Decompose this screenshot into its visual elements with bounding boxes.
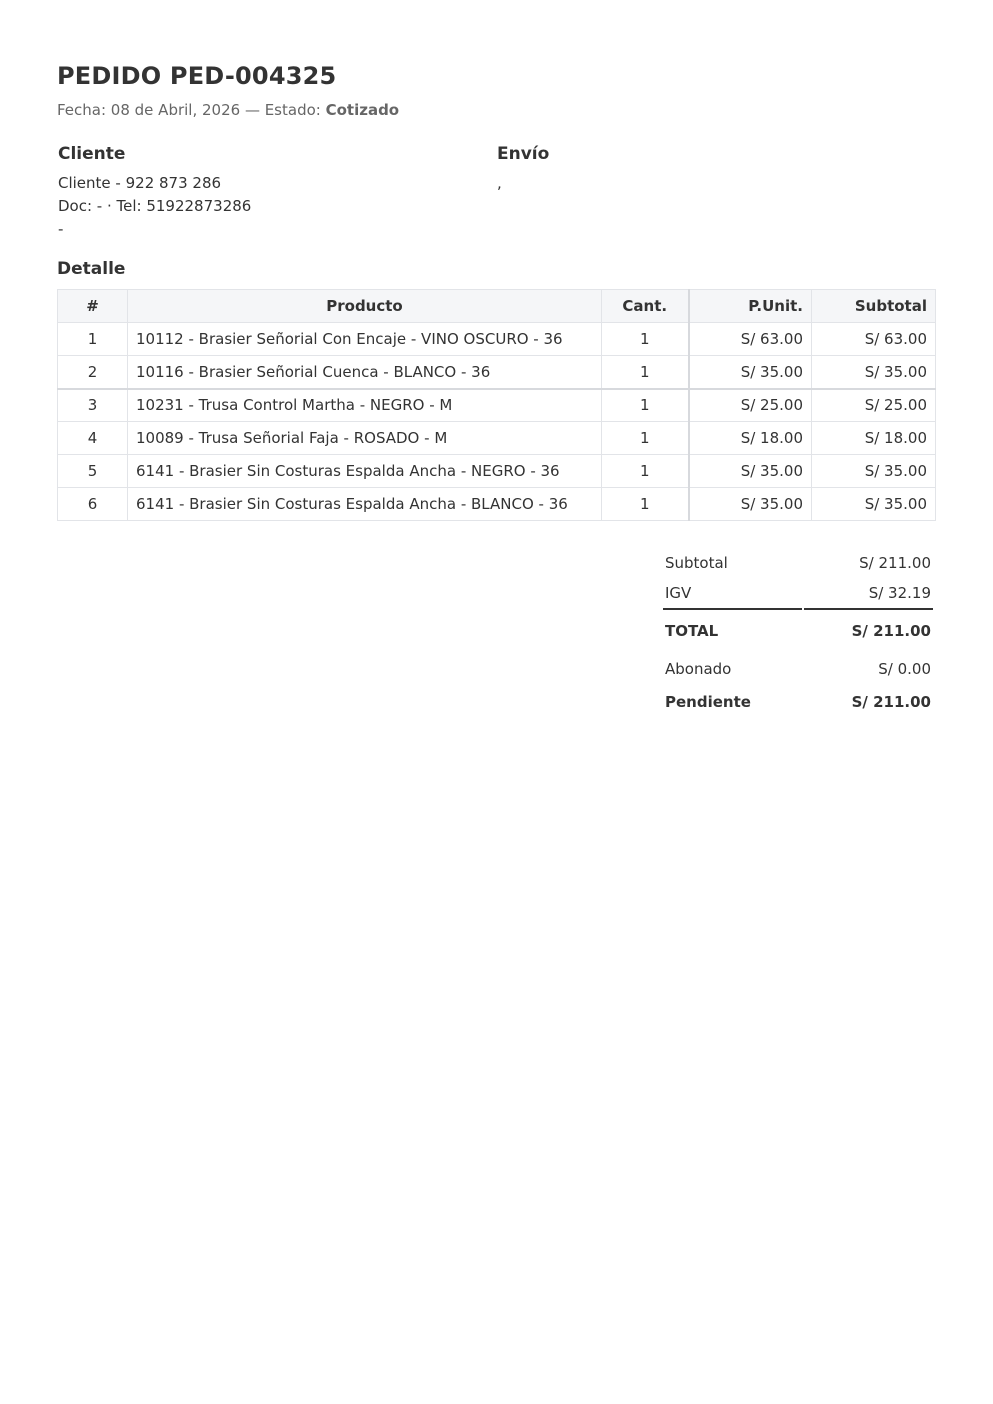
shipping-heading: Envío — [497, 144, 550, 164]
table-row — [58, 455, 936, 488]
total-value: S/ 211.00 — [851, 622, 931, 640]
pending-value: S/ 211.00 — [851, 693, 931, 711]
client-name: Cliente - 922 873 286 — [58, 174, 222, 192]
client-heading: Cliente — [58, 144, 126, 164]
row-unit-price: S/ 35.00 — [689, 488, 812, 521]
row-number: 4 — [58, 422, 128, 455]
row-subtotal: S/ 63.00 — [812, 323, 936, 356]
table-row — [58, 323, 936, 356]
row-number: 3 — [58, 389, 128, 422]
table-row — [58, 488, 936, 521]
table-row — [58, 422, 936, 455]
igv-row — [663, 578, 933, 610]
igv-value: S/ 32.19 — [804, 578, 933, 610]
row-qty: 1 — [602, 422, 689, 455]
order-date: Fecha: 08 de Abril, 2026 — Estado: — [57, 101, 326, 119]
client-doc-phone: Doc: - · Tel: 51922873286 — [58, 197, 252, 215]
row-qty: 1 — [602, 323, 689, 356]
row-qty: 1 — [602, 356, 689, 389]
row-product: 10112 - Brasier Señorial Con Encaje - VINO OSCURO - 36 — [128, 323, 602, 356]
igv-label: IGV — [663, 578, 802, 610]
total-row — [663, 610, 933, 652]
row-unit-price: S/ 25.00 — [689, 389, 812, 422]
row-unit-price: S/ 35.00 — [689, 455, 812, 488]
row-number: 6 — [58, 488, 128, 521]
row-unit-price: S/ 18.00 — [689, 422, 812, 455]
subtotal-label: Subtotal — [665, 554, 728, 572]
row-number: 1 — [58, 323, 128, 356]
row-product: 6141 - Brasier Sin Costuras Espalda Ancha - BLANCO - 36 — [128, 488, 602, 521]
paid-row — [663, 652, 933, 686]
row-subtotal: S/ 35.00 — [812, 455, 936, 488]
table-row — [58, 356, 936, 389]
col-number-header: # — [58, 290, 128, 323]
row-subtotal: S/ 35.00 — [812, 488, 936, 521]
col-subtotal-header: Subtotal — [812, 290, 936, 323]
totals-table — [661, 548, 935, 718]
page-title: PEDIDO PED-004325 — [57, 62, 337, 90]
detail-heading: Detalle — [57, 259, 126, 279]
row-subtotal: S/ 25.00 — [812, 389, 936, 422]
paid-value: S/ 0.00 — [878, 660, 931, 678]
row-qty: 1 — [602, 455, 689, 488]
paid-label: Abonado — [665, 660, 732, 678]
pending-label: Pendiente — [665, 693, 751, 711]
status-label: Cotizado — [325, 101, 400, 119]
items-table — [57, 289, 936, 521]
col-unit-price-header: P.Unit. — [689, 290, 812, 323]
col-qty-header: Cant. — [602, 290, 689, 323]
row-qty: 1 — [602, 488, 689, 521]
pending-row — [663, 686, 933, 718]
client-address: - — [58, 220, 64, 238]
row-subtotal: S/ 35.00 — [812, 356, 936, 389]
order-meta — [57, 101, 399, 119]
row-unit-price: S/ 63.00 — [689, 323, 812, 356]
shipping-address: , — [497, 174, 502, 192]
row-number: 5 — [58, 455, 128, 488]
row-unit-price: S/ 35.00 — [689, 356, 812, 389]
row-product: 10231 - Trusa Control Martha - NEGRO - M — [128, 389, 602, 422]
subtotal-value: S/ 211.00 — [859, 554, 931, 572]
row-product: 6141 - Brasier Sin Costuras Espalda Ancha - NEGRO - 36 — [128, 455, 602, 488]
row-product: 10089 - Trusa Señorial Faja - ROSADO - M — [128, 422, 602, 455]
table-row — [58, 389, 936, 422]
row-qty: 1 — [602, 389, 689, 422]
subtotal-row — [663, 548, 933, 578]
total-label: TOTAL — [665, 622, 719, 640]
row-product: 10116 - Brasier Señorial Cuenca - BLANCO - 36 — [128, 356, 602, 389]
row-number: 2 — [58, 356, 128, 389]
row-subtotal: S/ 18.00 — [812, 422, 936, 455]
col-product-header: Producto — [128, 290, 602, 323]
table-header-row — [58, 290, 936, 323]
